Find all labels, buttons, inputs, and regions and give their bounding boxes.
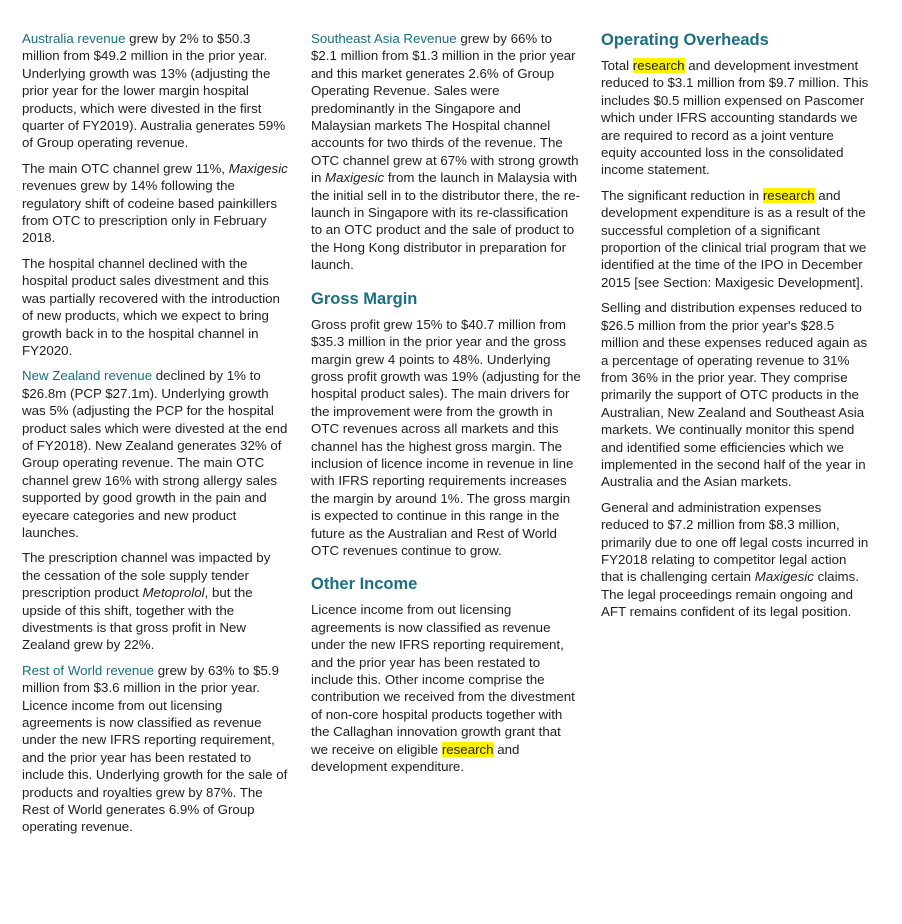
australia-revenue-paragraph bbox=[22, 30, 290, 152]
gross-margin-paragraph: Gross profit grew 15% to $40.7 million from $35.3 million in the prior year and the gross margin grew 4 points to 48%. Underlying gross profit growth was 19% (adjusting for the hospital product sales). The main drivers for the improvement were from the growth in OTC revenues across all markets and this channel has the highest gross margin. The inclusion of licence income in revenue in line with IFRS reporting requirements increases the margin by around 1%. The gross margin is expected to continue in this range in the future as the Australian and Rest of World OTC revenues continue to grow. bbox=[311, 316, 581, 558]
southeast-asia-product: Maxigesic bbox=[325, 170, 385, 186]
research-reduction-text-a: The significant reduction in bbox=[601, 187, 763, 203]
column-middle bbox=[311, 30, 581, 783]
general-admin-text-b: claims. The legal proceedings remain ongoing and AFT remains confident of its legal position. bbox=[601, 569, 859, 620]
other-income-text-a: Licence income from out licensing agreements is now classified as revenue under the new IFRS reporting requirement, and the prior year has been restated to include this. Other income comprise the contribution we received from the divestment of non-core hospital products together with the Callaghan innovation growth grant that we receive on eligible bbox=[311, 602, 575, 757]
prescription-channel-paragraph bbox=[22, 549, 290, 653]
general-admin-product: Maxigesic bbox=[754, 569, 814, 585]
general-admin-text-a: General and administration expenses reduced to $7.2 million from $8.3 million, primarily due to one off legal costs incurred in FY2018 relating to competitor legal action that is challenging certain bbox=[601, 499, 869, 585]
new-zealand-revenue-text: declined by 1% to $26.8m (PCP $27.1m). Underlying growth was 5% (adjusting the PCP for the hospital product sales which were divested at the end of FY2018). New Zealand generates 32% of Group operating revenue. The main OTC channel grew 16% with strong allergy sales supported by good growth in the pain and eyecare categories and new product launches. bbox=[22, 368, 288, 540]
hospital-channel-paragraph: The hospital channel declined with the hospital product sales divestment and this was partially recovered with the introduction of new products, which we expect to bring growth back in to the hospital channel in FY2020. bbox=[22, 255, 280, 358]
other-income-paragraph bbox=[311, 601, 581, 775]
research-investment-text-b: and development investment reduced to $3.1 million from $9.7 million. This includes $0.5 million expensed on Pascomer which under IFRS accounting standards we are required to record as a joint venture equity accounted loss in the consolidated income statement. bbox=[601, 58, 869, 178]
australia-revenue-text: grew by 2% to $50.3 million from $49.2 million in the prior year. Underlying growth was 13% (adjusting the prior year for the lower margin hospital products, which were divested in the first quarter of FY2019). Australia generates 59% of Group operating revenue. bbox=[22, 31, 286, 151]
prescription-text-b: , but the upside of this shift, together with the divestments is that gross profit in New Zealand grew by 22%. bbox=[22, 585, 253, 653]
rest-of-world-revenue-paragraph bbox=[22, 662, 290, 836]
rest-of-world-revenue-lead: Rest of World revenue bbox=[22, 662, 155, 678]
southeast-asia-text-b: from the launch in Malaysia with the initial sell in to the distributor there, the re-launch in Singapore with its re-classification to an OTC product and the sale of product to the Hong Kong distributor in preparation for launch. bbox=[311, 170, 581, 273]
gross-margin-heading: Gross Margin bbox=[311, 289, 418, 308]
research-investment-text-a: Total bbox=[601, 58, 633, 73]
otc-channel-text-a: The main OTC channel grew 11%, bbox=[22, 160, 229, 176]
column-right bbox=[601, 30, 869, 629]
search-highlight: research bbox=[762, 187, 815, 203]
column-left bbox=[22, 30, 290, 844]
search-highlight: research bbox=[632, 58, 685, 73]
otc-channel-text-b: revenues grew by 14% following the regulatory shift of codeine based painkillers from OTC to prescription only in February 2018. bbox=[22, 178, 278, 246]
new-zealand-revenue-paragraph bbox=[22, 367, 290, 541]
research-reduction-text-b: and development expenditure is as a result of the successful completion of a significant proportion of the clinical trial program that we identified at the time of the IPO in December 2015 [see Section: Maxigesic Development]. bbox=[601, 187, 867, 290]
southeast-asia-text-a: grew by 66% to $2.1 million from $1.3 million in the prior year and this market generates 2.6% of Group Operating Revenue. Sales were predominantly in the Singapore and Malaysian markets The Hospital channel accounts for two thirds of the revenue. The OTC channel grew at 67% with strong growth in bbox=[311, 31, 579, 186]
rest-of-world-revenue-text: grew by 63% to $5.9 million from $3.6 million in the prior year. Licence income from out licensing agreements is now classified as revenue under the new IFRS reporting requirement, and the prior year has been restated to include this. Underlying growth for the sale of products and royalties grew by 87%. The Rest of World generates 6.9% of Group operating revenue. bbox=[22, 662, 288, 835]
research-reduction-paragraph bbox=[601, 187, 869, 291]
research-investment-paragraph bbox=[601, 57, 869, 179]
search-highlight: research bbox=[441, 741, 494, 757]
prescription-product: Metoprolol bbox=[142, 585, 205, 601]
new-zealand-revenue-lead: New Zealand revenue bbox=[22, 368, 153, 384]
southeast-asia-revenue-paragraph bbox=[311, 30, 581, 274]
prescription-text-a: The prescription channel was impacted by the cessation of the sole supply tender prescription product bbox=[22, 550, 271, 601]
australia-revenue-lead: Australia revenue bbox=[22, 31, 126, 46]
selling-distribution-paragraph: Selling and distribution expenses reduced to $26.5 million from the prior year's $28.5 million and these expenses reduced again as a percentage of operating revenue to 31% from 36% in the prior year. They comprise primarily the support of OTC products in the Australian, New Zealand and Southeast Asia markets. We continually monitor this spend and identified some efficiencies which we implemented in the second half of the year in Australia and the Asian markets. bbox=[601, 300, 868, 490]
other-income-text-b: and development expenditure. bbox=[311, 741, 520, 775]
otc-channel-product: Maxigesic bbox=[228, 160, 288, 176]
southeast-asia-revenue-lead: Southeast Asia Revenue bbox=[311, 31, 457, 46]
otc-channel-paragraph bbox=[22, 160, 290, 247]
other-income-heading: Other Income bbox=[311, 575, 418, 594]
general-admin-paragraph bbox=[601, 499, 869, 621]
operating-overheads-heading: Operating Overheads bbox=[601, 31, 769, 49]
